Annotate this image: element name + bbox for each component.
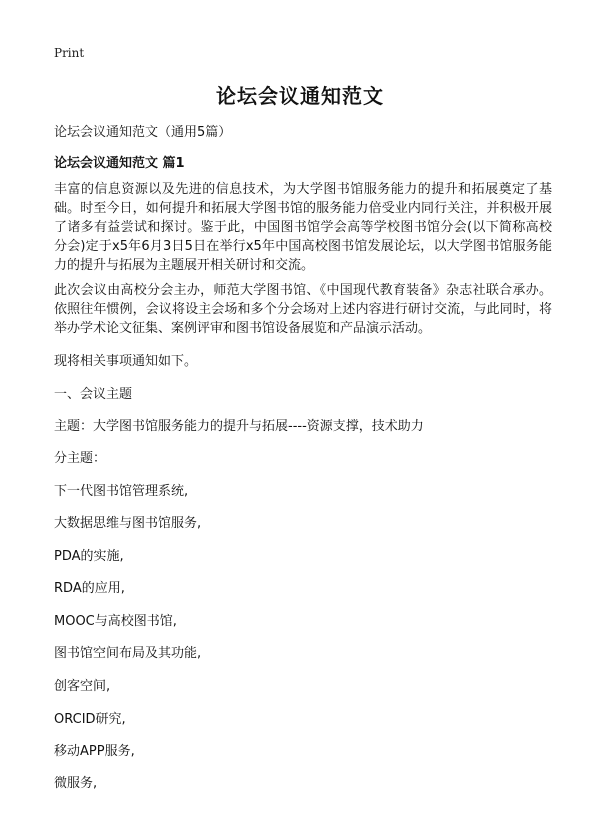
document-subtitle: 论坛会议通知范文（通用5篇） (54, 125, 232, 140)
document-title: 论坛会议通知范文 (216, 84, 384, 108)
subtopic-item: 创客空间, (54, 679, 111, 694)
section-heading: 论坛会议通知范文 篇1 (54, 156, 185, 171)
subtopic-item: 大数据思维与图书馆服务, (54, 516, 202, 531)
subtopic-item: MOOC与高校图书馆, (54, 614, 177, 629)
paragraph-organizers: 此次会议由高校分会主办，师范大学图书馆、《中国现代教育装备》杂志社联合承办。依照往年惯例，会议将设主会场和多个分会场对上述内容进行研讨交流，与此同时，将举办学术论文征集、案例评审和图书馆设备展览和产品演示活动。 (54, 283, 552, 336)
subtopics-label: 分主题： (54, 451, 107, 466)
subtopic-item: 图书馆空间布局及其功能, (54, 646, 202, 661)
paragraph-intro: 丰富的信息资源以及先进的信息技术，为大学图书馆服务能力的提升和拓展奠定了基础。时至今日，如何提升和拓展大学图书馆的服务能力倍受业内同行关注，并积极开展了诸多有益尝试和探讨。鉴于此，中国图书馆学会高等学校图书馆分会(以下简称高校分会)定于x5年6月3日5日在举行x5年中国高校图书馆发展论坛，以大学图书馆服务能力的提升与拓展为主题展开相关研讨和交流。 (54, 182, 552, 273)
subtopic-item: 下一代图书馆管理系统, (54, 484, 189, 499)
theme-line: 主题：大学图书馆服务能力的提升与拓展----资源支撑，技术助力 (54, 419, 424, 434)
subtopic-item: RDA的应用, (54, 581, 125, 596)
notice-intro: 现将相关事项通知如下。 (54, 354, 198, 369)
print-link[interactable]: Print (54, 46, 85, 60)
subtopic-item: ORCID研究, (54, 712, 126, 727)
subtopic-item: 微服务, (54, 776, 98, 791)
subtopic-item: PDA的实施, (54, 549, 124, 564)
section-one-heading: 一、会议主题 (54, 387, 133, 402)
subtopic-item: 移动APP服务, (54, 744, 135, 759)
